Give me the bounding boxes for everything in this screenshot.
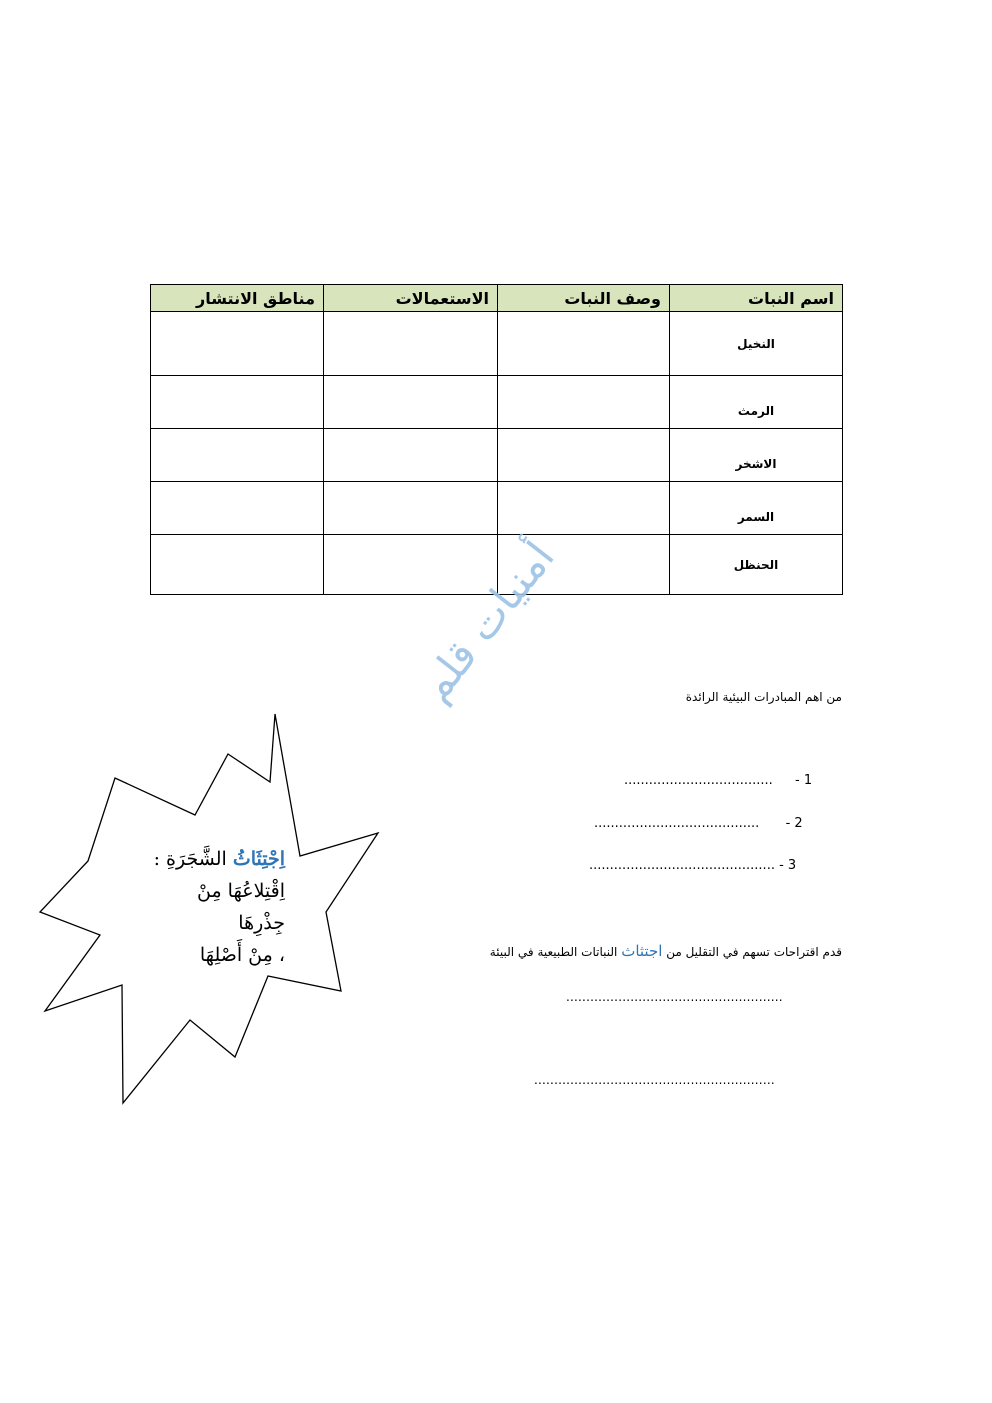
initiatives-title: من اهم المبادرات البيئية الرائدة [685, 690, 842, 704]
proposal-text-before: قدم اقتراحات تسهم في التقليل من [666, 945, 842, 959]
watermark: أمنيات قلم [410, 532, 564, 711]
plant-name-cell: الاشخر [670, 429, 843, 482]
definition-box [150, 843, 285, 971]
initiative-dots[interactable]: ............................................. [589, 858, 775, 873]
definition-line-2: اِقْتِلاعُهَا مِنْ جِذْرِهَا [197, 880, 285, 934]
proposal-text-after: النباتات الطبيعية في البيئة [489, 945, 618, 959]
definition-term-rest: الشَّجَرَةِ : [153, 848, 227, 870]
plant-name-cell: الحنظل [670, 535, 843, 595]
initiative-number: 2 - [785, 816, 803, 831]
proposal-highlight: اجتثاث [621, 942, 663, 960]
initiative-number: 3 - [779, 858, 797, 873]
header-distribution-areas: مناطق الانتشار [151, 285, 324, 312]
definition-term: اِجْتِثَاثُ [232, 848, 285, 870]
answer-line-1[interactable]: ...................................................... [566, 990, 783, 1004]
definition-line-3: ، مِنْ أَصْلِهَا [199, 944, 285, 966]
initiative-number: 1 - [795, 773, 813, 788]
initiative-dots[interactable]: ........................................ [594, 816, 760, 831]
header-uses: الاستعمالات [324, 285, 498, 312]
plant-name-cell: النخيل [670, 312, 843, 376]
header-plant-description: وصف النبات [498, 285, 670, 312]
definition-line-1 [150, 843, 285, 875]
answer-line-2[interactable]: ............................................................ [534, 1073, 775, 1087]
plant-name-cell: السمر [670, 482, 843, 535]
initiative-dots[interactable]: .................................... [624, 773, 773, 788]
header-plant-name: اسم النبات [670, 285, 843, 312]
plant-name-cell: الرمث [670, 376, 843, 429]
